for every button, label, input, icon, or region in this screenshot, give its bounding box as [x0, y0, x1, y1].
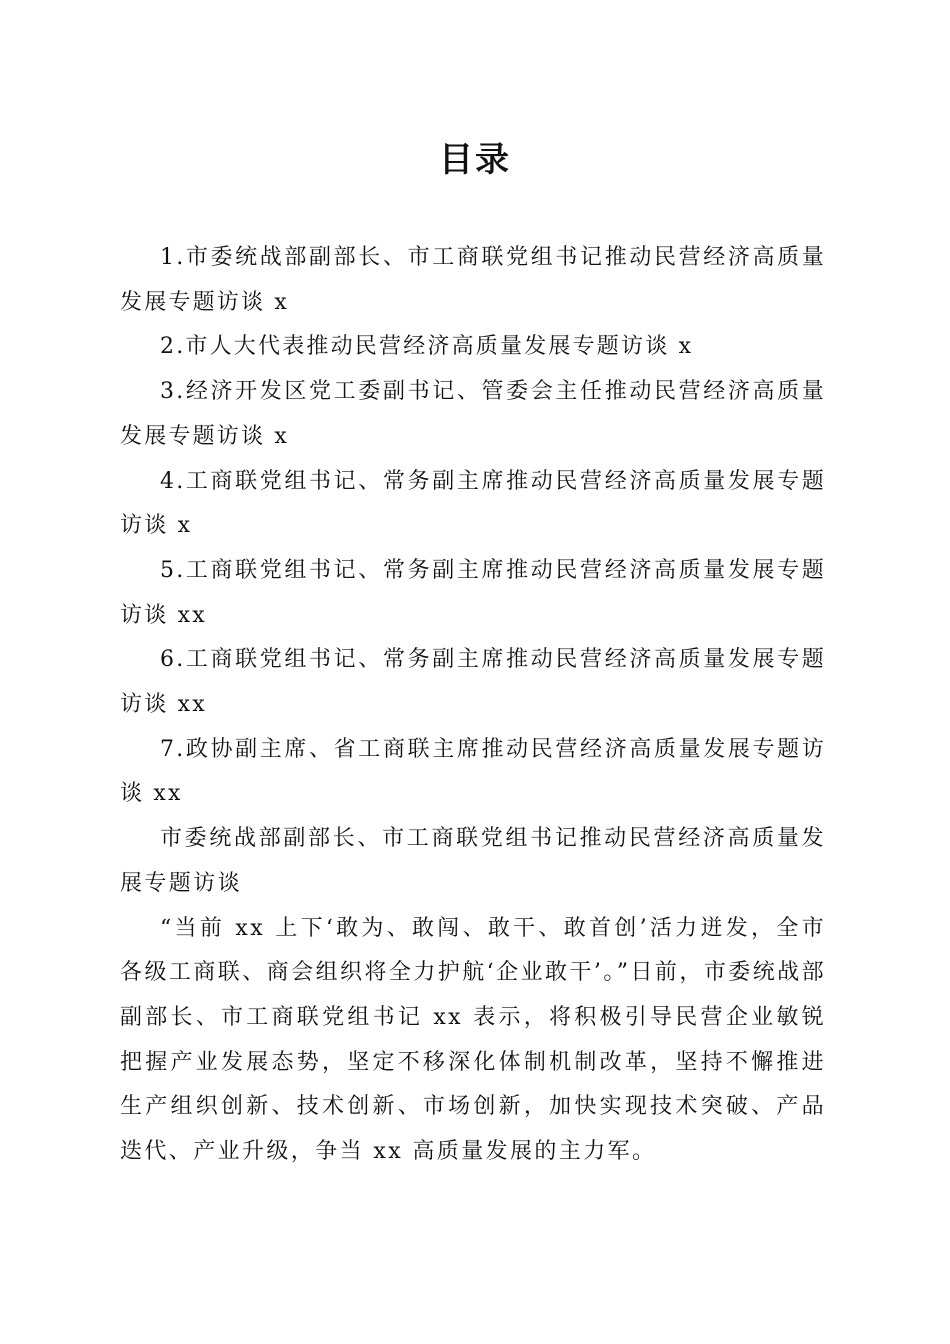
- toc-item-4: 4.工商联党组书记、常务副主席推动民营经济高质量发展专题访谈 x: [120, 468, 826, 539]
- toc-item-2: 2.市人大代表推动民营经济高质量发展专题访谈 x: [160, 334, 694, 360]
- toc-item-5: 5.工商联党组书记、常务副主席推动民营经济高质量发展专题访谈 xx: [120, 557, 826, 628]
- toc-item-3: 3.经济开发区党工委副书记、管委会主任推动民营经济高质量发展专题访谈 x: [120, 379, 826, 449]
- article-paragraph: “当前 xx 上下‘敢为、敢闯、敢干、敢首创’活力迸发，全市各级工商联、商会组织将全力护航‘企业敢干’。”日前，市委统战部副部长、市工商联党组书记 xx 表示，将积极引导民营企业敏锐把握产业发展态势，坚定不移深化体制机制改革，坚持不懈推进生产组织创新、技术创新、市场创新，加快实现技术突破、产品迭代、产业升级，争当 xx 高质量发展的主力军。: [120, 915, 826, 1165]
- document-title: 目录: [439, 140, 511, 180]
- toc-item-1: 1.市委统战部副部长、市工商联党组书记推动民营经济高质量发展专题访谈 x: [120, 245, 826, 315]
- article-heading: 市委统战部副部长、市工商联党组书记推动民营经济高质量发展专题访谈: [120, 826, 826, 896]
- toc-item-7: 7.政协副主席、省工商联主席推动民营经济高质量发展专题访谈 xx: [120, 736, 826, 807]
- toc-item-6: 6.工商联党组书记、常务副主席推动民营经济高质量发展专题访谈 xx: [120, 647, 826, 718]
- document-body: [120, 236, 826, 1175]
